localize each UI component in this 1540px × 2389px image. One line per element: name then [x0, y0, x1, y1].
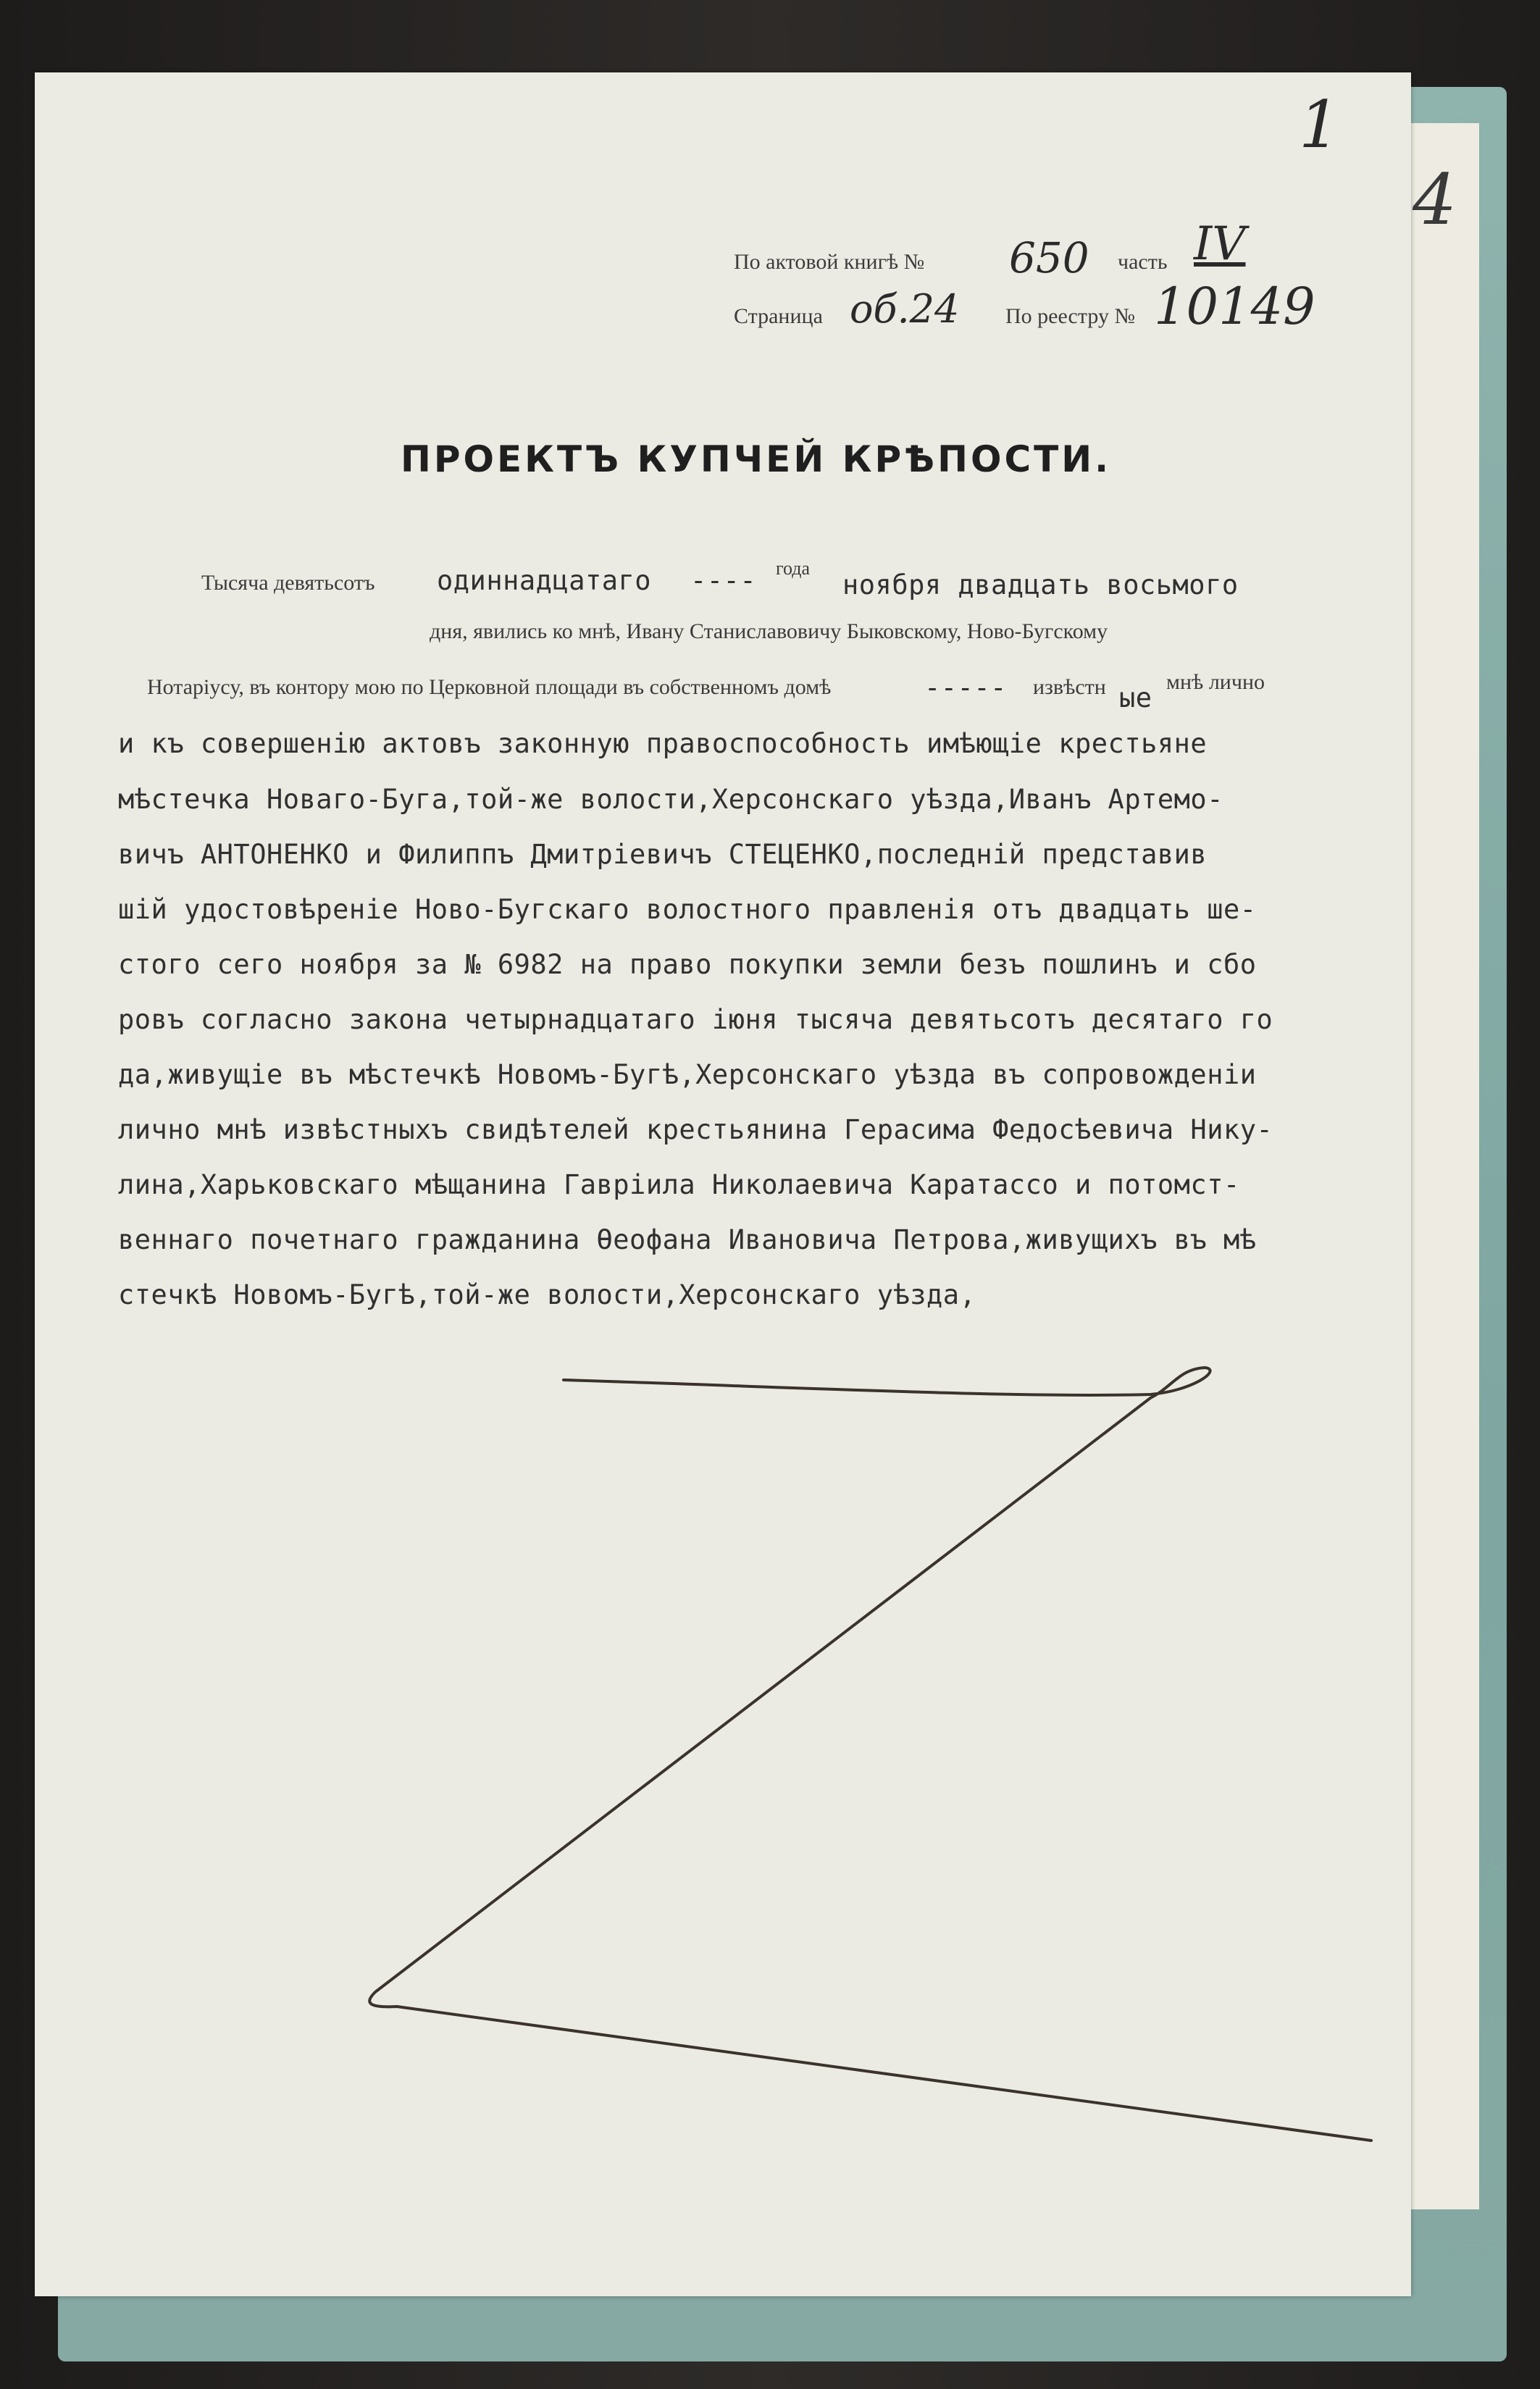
intro-line-2: дня, явились ко мнѣ, Ивану Станиславовичу Быковскому, Ново-Бугскому [430, 619, 1108, 643]
intro-line-3-typed: ые [1119, 682, 1152, 714]
part-number: IV [1194, 217, 1246, 271]
body-line: стечкѣ Новомъ-Бугѣ,той-же волости,Херсонскаго уѣзда, [118, 1279, 976, 1310]
body-line: стого сего ноября за № 6982 на право покупки земли безъ пошлинъ и сбо [118, 949, 1257, 980]
body-line: и къ совершенію актовъ законную правоспособность имѣющіе крестьяне [118, 728, 1208, 759]
intro-line-3b: извѣстн [1033, 675, 1106, 699]
page-label: Страница [734, 304, 823, 328]
intro-year-suffix: года [776, 558, 811, 579]
body-line: лично мнѣ извѣстныхъ свидѣтелей крестьянина Герасима Федосѣевича Нику- [118, 1114, 1273, 1145]
intro-line-3a: Нотаріусу, въ контору мою по Церковной площади въ собственномъ домѣ [147, 675, 832, 699]
register-number: 10149 [1154, 277, 1315, 336]
body-line: лина,Харьковскаго мѣщанина Гавріила Николаевича Каратассо и потомст- [118, 1169, 1240, 1200]
page-title: ПРОЕКТЪ КУПЧЕЙ КРѢПОСТИ. [401, 438, 1112, 480]
body-line: ровъ согласно закона четырнадцатаго іюня тысяча девятьсотъ десятаго го [118, 1004, 1273, 1035]
sheet-number: 1 [1299, 87, 1341, 163]
intro-year-prefix: Тысяча девятьсотъ [201, 571, 375, 595]
underlying-sheet-number: 4 [1413, 159, 1457, 240]
intro-line-3-dash: ----- [924, 672, 1007, 703]
register-label: По реестру № [1005, 304, 1136, 328]
intro-line-3c: мнѣ лично [1166, 670, 1265, 694]
body-line: вичъ АНТОНЕНКО и Филиппъ Дмитріевичъ СТЕЦЕНКО,последній представив [118, 839, 1208, 870]
intro-date-typed: ноября двадцать восьмого [842, 569, 1239, 601]
intro-year-typed: одиннадцатаго [437, 565, 652, 596]
act-book-label: По актовой книгѣ № [734, 250, 925, 274]
act-book-number: 650 [1009, 233, 1089, 283]
body-line: шій удостовѣреніе Ново-Бугскаго волостного правленія отъ двадцать ше- [118, 894, 1257, 925]
body-line: веннаго почетнаго гражданина Ѳеофана Ивановича Петрова,живущихъ въ мѣ [118, 1224, 1257, 1255]
body-line: да,живущіе въ мѣстечкѣ Новомъ-Бугѣ,Херсонскаго уѣзда въ сопровожденіи [118, 1059, 1257, 1090]
intro-blank-dash: ---- [690, 565, 757, 596]
part-label: часть [1118, 250, 1168, 274]
body-line: мѣстечка Новаго-Буга,той-же волости,Херсонскаго уѣзда,Иванъ Артемо- [118, 784, 1223, 815]
page-number: об.24 [850, 286, 960, 332]
document-sheet [35, 72, 1411, 2296]
cancellation-z-mark [35, 72, 1411, 2296]
